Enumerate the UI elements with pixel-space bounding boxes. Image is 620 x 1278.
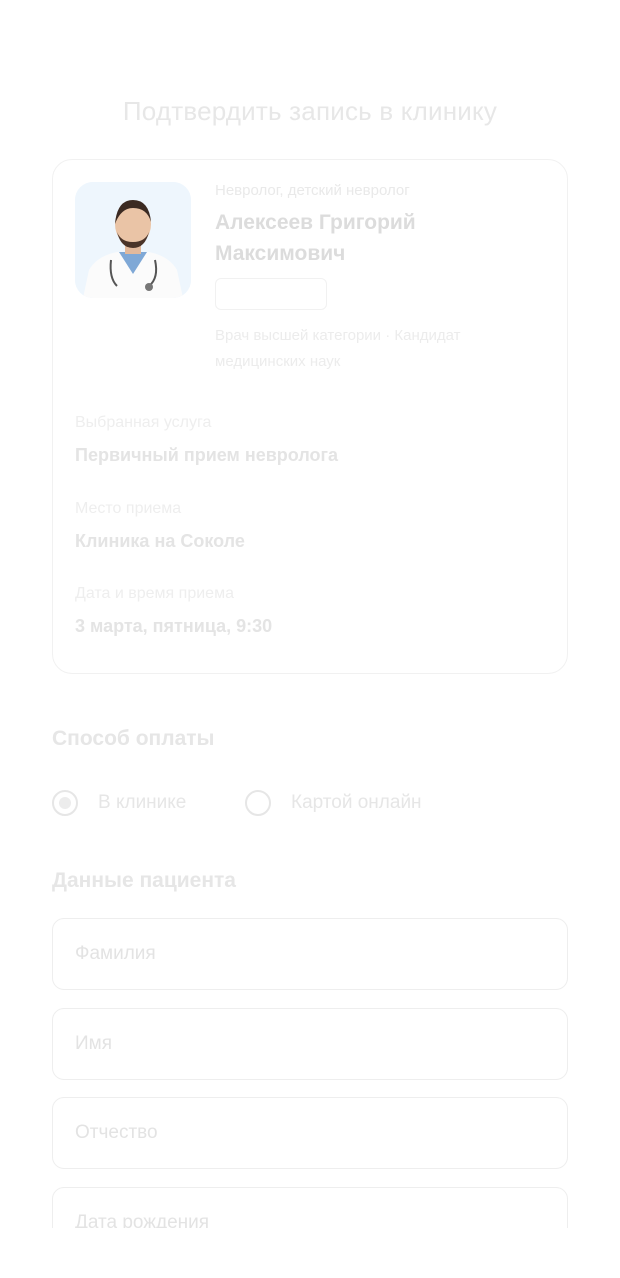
last-name-input[interactable] <box>53 919 567 989</box>
middle-name-input[interactable] <box>53 1098 567 1168</box>
datetime-label: Дата и время приема <box>75 585 234 602</box>
radio-checked-icon[interactable] <box>52 790 78 816</box>
service-label: Выбранная услуга <box>75 414 212 431</box>
radio-icon[interactable] <box>245 790 271 816</box>
doctor-avatar <box>75 182 191 298</box>
datetime-value: 3 марта, пятница, 9:30 <box>75 616 273 636</box>
doctor-name[interactable]: Алексеев Григорий Максимович <box>215 211 416 265</box>
scroll-fade <box>0 1228 620 1278</box>
service-value: Первичный прием невролога <box>75 445 339 465</box>
last-name-field[interactable] <box>52 918 568 990</box>
payment-option-label: В клинике <box>98 792 187 813</box>
middle-name-field[interactable] <box>52 1097 568 1169</box>
payment-option-online[interactable] <box>245 788 422 818</box>
doctor-card <box>52 159 568 674</box>
rating-badge <box>215 278 327 310</box>
first-name-field[interactable] <box>52 1008 568 1080</box>
place-value: Клиника на Соколе <box>75 531 245 551</box>
page-title: Подтвердить запись в клинику <box>122 96 498 126</box>
place-label: Место приема <box>75 500 182 517</box>
doctor-specialty: Невролог, детский невролог <box>215 182 410 199</box>
first-name-input[interactable] <box>53 1009 567 1079</box>
payment-option-clinic[interactable] <box>52 788 186 818</box>
patient-title: Данные пациента <box>52 869 236 892</box>
payment-title: Способ оплаты <box>52 727 215 750</box>
payment-option-label: Картой онлайн <box>291 792 422 813</box>
doctor-degree: Врач высшей категории · Кандидат медицинских наук <box>215 327 461 370</box>
